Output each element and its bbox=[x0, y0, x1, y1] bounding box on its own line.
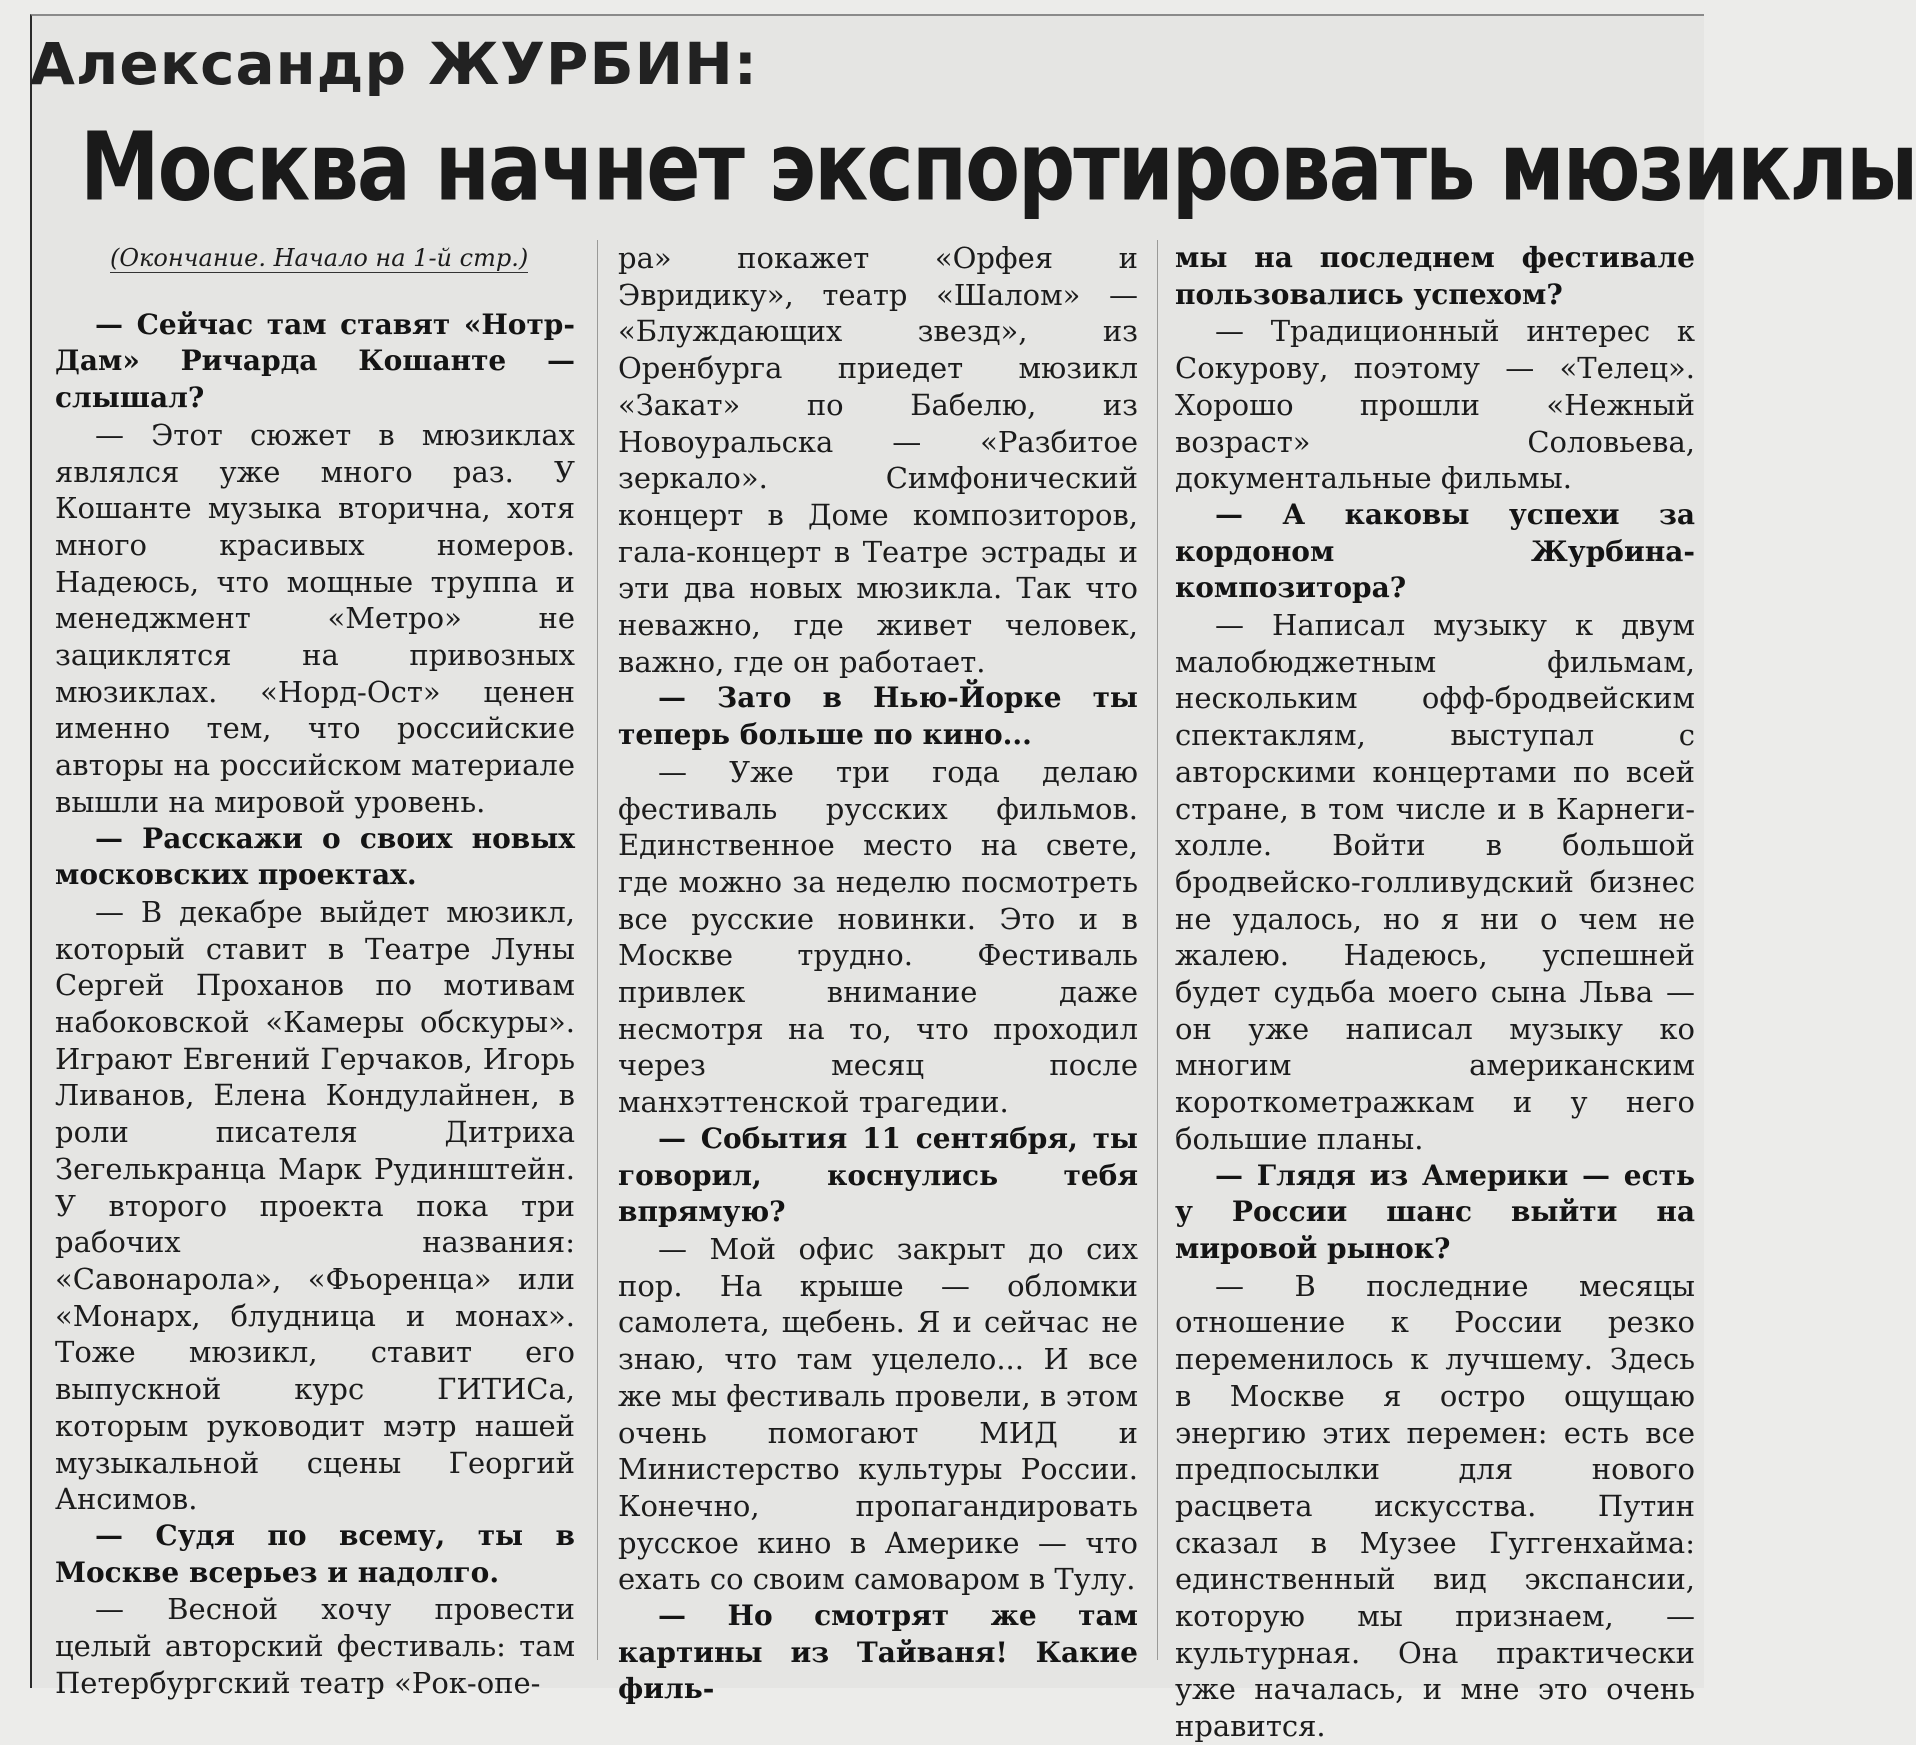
question-continuation-paragraph: мы на последнем фестивале пользовались успехом? bbox=[1175, 241, 1695, 311]
question-paragraph: — Глядя из Америки — есть у России шанс выйти на мировой рынок? bbox=[1175, 1158, 1695, 1265]
article-header bbox=[30, 20, 1916, 230]
answer-paragraph: — Уже три года делаю фестиваль русских фильмов. Единственное место на свете, где можно за неделю посмотреть все русские новинки. Это и в Москве трудно. Фестиваль привлек внимание даже несмотря на то, что проходил через месяц после манхэттенской трагедии. bbox=[618, 754, 1138, 1120]
question-paragraph: — События 11 сентября, ты говорил, коснулись тебя впрямую? bbox=[618, 1121, 1138, 1229]
column-divider bbox=[1157, 240, 1158, 1660]
article-headline: Москва начнет экспортировать мюзиклы bbox=[80, 112, 1916, 222]
text-column-1 bbox=[55, 240, 575, 1700]
answer-paragraph: — Написал музыку к двум малобюджетным фильмам, нескольким офф-бродвейским спектаклям, выступал с авторскими концертами по всей стране, в том числе и в Карнеги-холле. Войти в большой бродвейско-голливудский бизнес не удалось, но я ни о чем не жалею. Надеюсь, успешней будет судьба моего сына Льва — он уже написал музыку ко многим американским короткометражкам и у него большие планы. bbox=[1175, 608, 1695, 1156]
question-paragraph: — А каковы успехи за кордоном Журбина-композитора? bbox=[1175, 497, 1695, 605]
text-column-3 bbox=[1175, 240, 1695, 1744]
text-column-2 bbox=[618, 240, 1138, 1706]
column-divider bbox=[597, 240, 598, 1660]
answer-paragraph: — В декабре выйдет мюзикл, который ставит в Театре Луны Сергей Проханов по мотивам набоковской «Камеры обскуры». Играют Евгений Герчаков, Игорь Ливанов, Елена Кондулайнен, в роли писателя Дитриха Зегелькранца Марк Рудинштейн. У второго проекта пока три рабочих названия: «Савонарола», «Фьоренца» или «Монарх, блудница и монах». Тоже мюзикл, ставит его выпускной курс ГИТИСа, которым руководит мэтр нашей музыкальной сцены Георгий Ансимов. bbox=[55, 894, 575, 1517]
answer-paragraph: — Этот сюжет в мюзиклах являлся уже много раз. У Кошанте музыка вторична, хотя много красивых номеров. Надеюсь, что мощные труппа и менеджмент «Метро» не зациклятся на привозных мюзиклах. «Норд-Ост» ценен именно тем, что российские авторы на российском материале вышли на мировой уровень. bbox=[55, 417, 575, 819]
answer-continuation-paragraph: ра» покажет «Орфея и Эвридику», театр «Шалом» — «Блуждающих звезд», из Оренбурга приедет мюзикл «Закат» по Бабелю, из Новоуральска — «Разбитое зеркало». Симфонический концерт в Доме композиторов, гала-концерт в Театре эстрады и эти два новых мюзикла. Так что неважно, где живет человек, важно, где он работает. bbox=[618, 241, 1138, 679]
answer-paragraph: — Весной хочу провести целый авторский фестиваль: там Петербургский театр «Рок-опе- bbox=[55, 1592, 575, 1700]
question-paragraph: — Зато в Нью-Йорке ты теперь больше по кино... bbox=[618, 681, 1138, 752]
continuation-note: (Окончание. Начало на 1-й стр.) bbox=[110, 244, 529, 272]
question-paragraph: — Расскажи о своих новых московских проектах. bbox=[55, 821, 575, 892]
answer-paragraph: — Традиционный интерес к Сокурову, поэтому — «Телец». Хорошо прошли «Нежный возраст» Соловьева, документальные фильмы. bbox=[1175, 314, 1695, 496]
answer-paragraph: — Мой офис закрыт до сих пор. На крыше — обломки самолета, щебень. Я и сейчас не знаю, что там уцелело... И все же мы фестиваль провели, в этом очень помогают МИД и Министерство культуры России. Конечно, пропагандировать русское кино в Америке — что ехать со своим самоваром в Тулу. bbox=[618, 1231, 1138, 1597]
question-paragraph: — Сейчас там ставят «Нотр-Дам» Ричарда Кошанте — слышал? bbox=[55, 307, 575, 415]
question-paragraph: — Судя по всему, ты в Москве всерьез и надолго. bbox=[55, 1518, 575, 1589]
question-paragraph: — Но смотрят же там картины из Тайваня! Какие филь- bbox=[618, 1599, 1138, 1706]
article-kicker: Александр ЖУРБИН: bbox=[30, 30, 758, 98]
answer-paragraph: — В последние месяцы отношение к России резко переменилось к лучшему. Здесь в Москве я остро ощущаю энергию этих перемен: есть все предпосылки для нового расцвета искусства. Путин сказал в Музее Гуггенхайма: единственный вид экспансии, которую мы признаем, — культурная. Она практически уже началась, и мне это очень нравится. bbox=[1175, 1268, 1695, 1744]
